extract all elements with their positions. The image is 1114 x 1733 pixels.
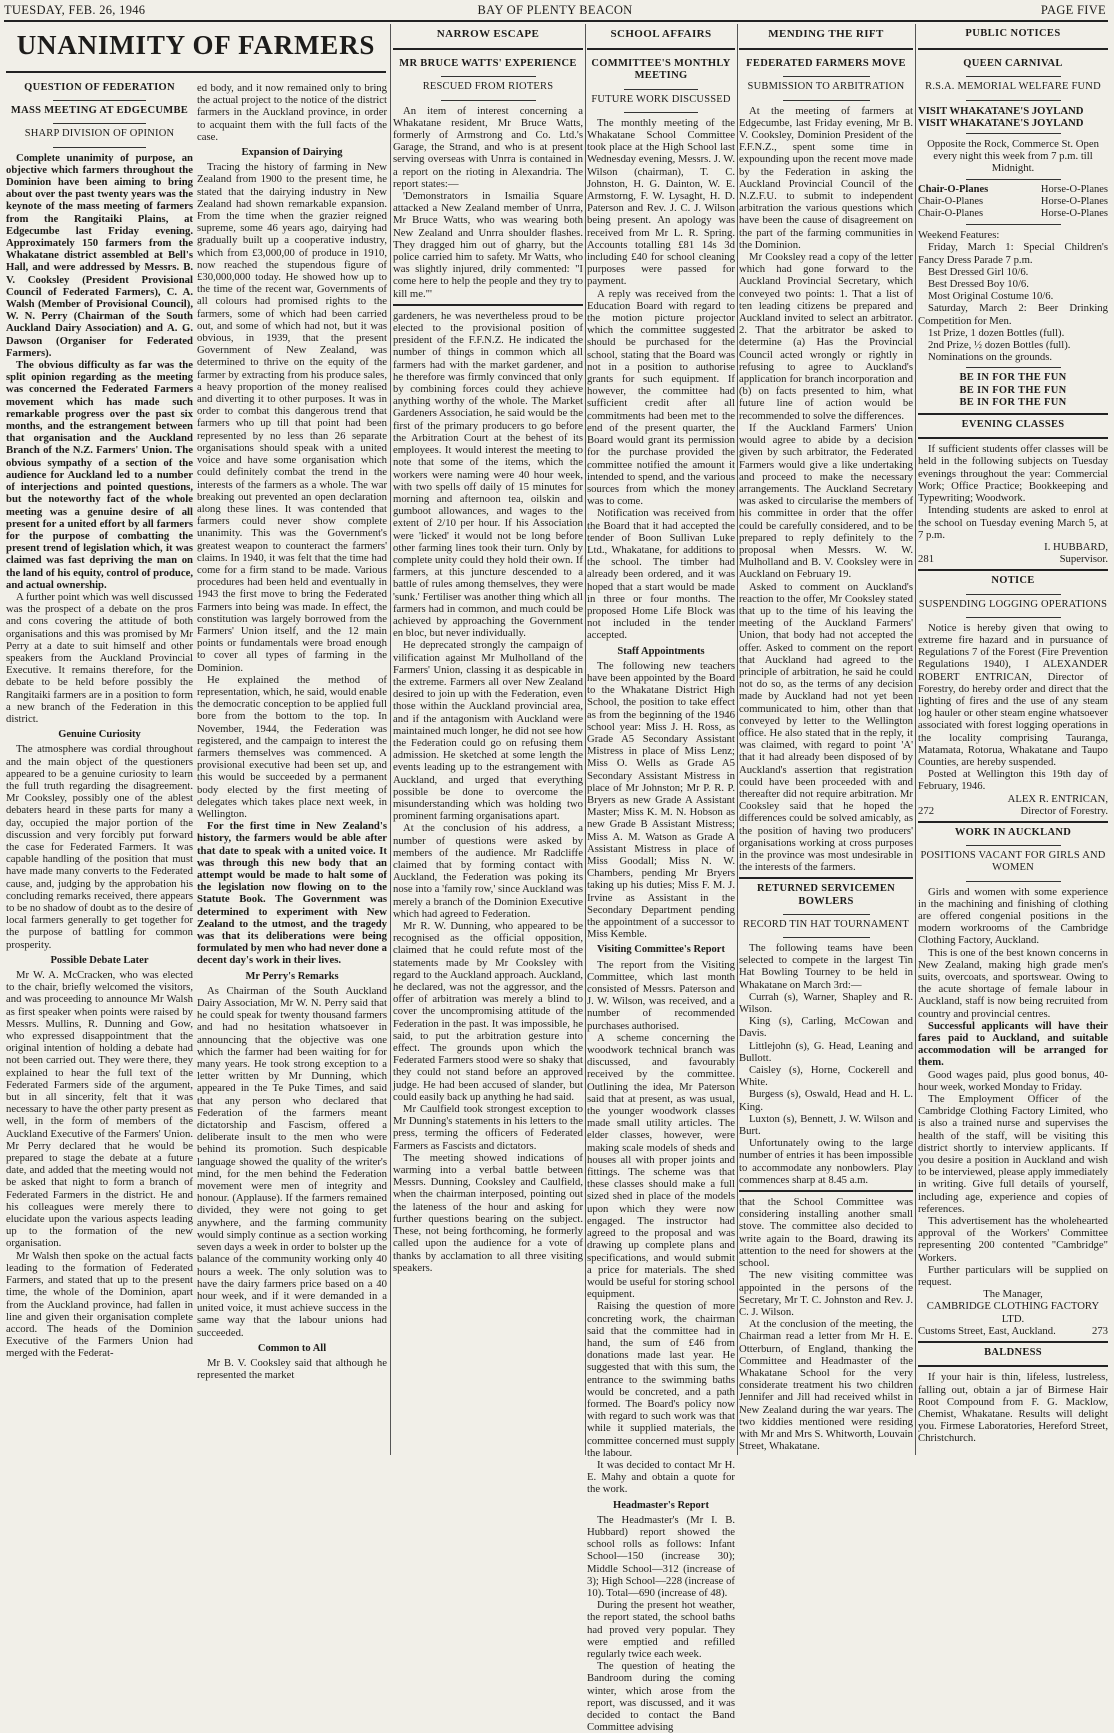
column-5 bbox=[739, 24, 913, 1455]
masthead bbox=[4, 2, 1106, 18]
column-rule bbox=[390, 24, 391, 1455]
notice-heading: NOTICE bbox=[991, 575, 1035, 587]
column-1 bbox=[6, 82, 193, 1455]
divider bbox=[966, 594, 1061, 595]
divider bbox=[783, 100, 870, 101]
work-heading: WORK IN AUCKLAND bbox=[954, 826, 1072, 838]
school-headline: SCHOOL AFFAIRS bbox=[587, 28, 735, 50]
divider bbox=[966, 179, 1061, 180]
column-4 bbox=[587, 24, 735, 1733]
ad-ref: 281 bbox=[918, 553, 935, 566]
bowlers-team: Currah (s), Warner, Shapley and R. Wilson. bbox=[739, 990, 913, 1016]
farmers-paragraph: gardeners, he was nevertheless proud to be elected to the provisional position of president of the F.F.N.Z. He indicated the number of things in common which all farmers had with the market gardener, and he therefore was firmly convinced that only by combining forces could they achieve anything worthy of the whole. The Market Gardeners Association, he said would be the first of the primary producers to go before the Arbitration Court at the behest of its employees. It would interest the meeting to note that some of the items, which the workers were naming were 40 hour week, with two spells off daily of 15 minutes for morning and afternoon tea, oilskin and gumboot allowances, and wages to the extent of 2/10 per hour. If his Association were 'licked' it would not be long before other farming lines took their turn. Only by complete unity could they hold their own. If farmers, at this juncture descended to a battle of rules among themselves, they were 'sunk.' Fertiliser was another thing which all farmers had in common, and much could be achieved by approaching the Government en bloc, but never individually. bbox=[393, 309, 583, 640]
farmers-subhead-1: QUESTION OF FEDERATION bbox=[24, 82, 175, 93]
ride-row bbox=[918, 196, 1108, 208]
column-rule bbox=[737, 24, 738, 1455]
farmers-crosshead: Genuine Curiosity bbox=[58, 729, 141, 741]
signature-row bbox=[918, 1325, 1108, 1337]
farmers-paragraph: Mr W. A. McCracken, who was elected to the chair, briefly welcomed the visitors, and was proceeding to announce Mr Walsh as first speaker when points were raised by Messrs. Mullins, R. Dunning and Gow, who expressed disappointment that the original intention of holding a debate had not been carried out. They were there, they explained to hear the full text of the Federated Farmers side of the argument, but in all sincerity, felt that it was necessary to have the other party present as well, in the form of members of the Auckland Executive of the Farmers' Union. Mr Perry declared that he would be prepared to stage the debate at a future date, and added that the meeting would not be asked that night to form a branch of Federated Farmers in the district. He and his colleagues were merely there to elucidate upon the various aspects leading up to the formation of the new organisation. bbox=[6, 969, 193, 1250]
school-paragraph: that the School Committee was considering installing another small stove. The committee also decided to write again to the Board, drawing its attention to the need for showers at the school. bbox=[739, 1196, 913, 1270]
school-crosshead: Visiting Committee's Report bbox=[597, 944, 725, 956]
divider bbox=[53, 123, 147, 124]
work-paragraph: This is one of the best known concerns in New Zealand, making high grade men's suits, overcoats, and sportswear. Owing to the acute shortage of female labour in Auckland, staff is now being recruited from country and provincial centres. bbox=[918, 946, 1108, 1020]
baldness-paragraph: If your hair is thin, lifeless, lustreless, falling out, obtain a jar of Birmese Hair Root Compound from F. G. Macklow, Chemist, Whakatane. Results will delight you. Firmese Laboratories, Hereford Street, Christchurch. bbox=[918, 1371, 1108, 1445]
feature-line: Saturday, March 2: Beer Drinking Competition for Men. bbox=[918, 302, 1108, 327]
school-paragraph: At the conclusion of the meeting, the Chairman read a letter from Mr H. E. Otterburn, of England, thanking the Committee and Headmaster of the Whakatane School for the very considerate treatment his two children Jennifer and Jill had received whilst in New Zealand during the war years. The two kiddies mentioned were residing with Mr and Mrs S. Whitworth, Louvain Street, Whakatane. bbox=[739, 1318, 913, 1453]
divider bbox=[966, 617, 1061, 618]
column-3 bbox=[393, 24, 583, 1455]
work-paragraph: Good wages paid, plus good bonus, 40-hour week, worked Monday to Friday. bbox=[918, 1068, 1108, 1093]
rsa-fund: R.S.A. MEMORIAL WELFARE FUND bbox=[925, 81, 1101, 93]
rift-subhead-1: FEDERATED FARMERS MOVE bbox=[746, 58, 906, 70]
divider bbox=[783, 914, 870, 915]
work-signature: The Manager, bbox=[983, 1288, 1043, 1301]
evening-classes-heading: EVENING CLASSES bbox=[961, 419, 1065, 431]
school-crosshead: Staff Appointments bbox=[617, 645, 705, 657]
bowlers-headline: RETURNED SERVICEMEN BOWLERS bbox=[756, 883, 896, 907]
farmers-lead-2: The obvious difficulty as far was the split opinion regarding as the meeting was concerned the Federated Farmers movement which has made such remarkable progress over the past six months, and the estrangement between that organisation and the Auckland Branch of the N.Z. Farmers' Union. The obvious sympathy of a section of the audience for Auckland led to a number of interjections and pointed questions, but the noteworthy fact of the whole meeting was a genuine desire of all present for a united effort by all farmers for the purpose of combatting the present trend of legislation which, it was claimed was fast depriving the man on the land of his equity, control of produce, and actual ownership. bbox=[6, 359, 193, 591]
rift-subhead-2: SUBMISSION TO ARBITRATION bbox=[747, 81, 905, 93]
bowlers-subhead: RECORD TIN HAT TOURNAMENT bbox=[742, 918, 910, 930]
ride-right: Horse-O-Planes bbox=[1040, 208, 1108, 220]
school-paragraph: The monthly meeting of the Whakatane School Committee took place at the High School last Wednesday evening, Messrs. J. W. Wilson (chairman), T. C. Johnston, H. G. Dainton, W. E. Armstorng, F. W. Lysaght, H. D. Paterson and Rev. J. C. J. Wilson being present. An apology was received from Mr L. R. Spring. Accounts totalling £81 14s 3d including £40 for school cleaning purposes were passed for payment. bbox=[587, 116, 735, 288]
issue-date: TUESDAY, FEB. 26, 1946 bbox=[4, 2, 146, 17]
divider bbox=[393, 304, 583, 306]
farmers-paragraph: A further point which was well discussed was the prospect of a debate on the pros and cons covering the attitude of both organisations and this was promised by Mr Perry at a date to suit himself and other speakers from the Auckland Provincial Executive. It remains therefore, for the debate to be held before possibly the Rangitaiki farmers are in a position to form a new branch of the Federation in this district. bbox=[6, 590, 193, 725]
escape-headline: NARROW ESCAPE bbox=[393, 28, 583, 50]
rift-headline: MENDING THE RIFT bbox=[739, 28, 913, 50]
work-paragraph: Successful applicants will have their fares paid to Auckland, and suitable accommodation will be arranged for them. bbox=[918, 1019, 1108, 1069]
notice-paragraph: Posted at Wellington this 19th day of February, 1946. bbox=[918, 768, 1108, 793]
feature-line: Best Dressed Boy 10/6. bbox=[928, 278, 1029, 291]
bowlers-team: Luxton (s), Bennett, J. W. Wilson and Burt. bbox=[739, 1112, 913, 1138]
work-subheading: POSITIONS VACANT FOR GIRLS AND WOMEN bbox=[920, 850, 1106, 874]
work-paragraph: The Employment Officer of the Cambridge Clothing Factory Limited, who is also a trained nurse and supervises the health of the staff, will be visiting this district shortly to interview applicants. If you desire a position in Auckland and wish to be interviewed, please apply immediately in writing. Give full details of yourself, including age, experience and copies of references. bbox=[918, 1093, 1108, 1215]
farmers-paragraph: Mr Caulfield took strongest exception to Mr Dunning's statements in his letters to the press, terming the officers of Federated Farmers as Fascists and dictators. bbox=[393, 1103, 583, 1152]
farmers-paragraph: ed body, and it now remained only to bring the actual project to the notice of the district farmers in the Auckland province, in order to acquaint them with the full facts of the case. bbox=[197, 82, 387, 143]
ride-row bbox=[918, 208, 1108, 220]
bowlers-paragraph: Unfortunately owing to the large number of entries it has been impossible to accommodate any nonbowlers. Play commences sharp at 8.45 a.m. bbox=[739, 1137, 913, 1186]
escape-subhead-2: RESCUED FROM RIOTERS bbox=[422, 81, 554, 93]
divider bbox=[966, 224, 1061, 225]
ride-right: Horse-O-Planes bbox=[1040, 195, 1108, 207]
joyland-line: VISIT WHAKATANE'S JOYLAND bbox=[918, 104, 1084, 117]
school-paragraph: The report from the Visiting Committee, which last month consisted of Messrs. Paterson and J. W. Wilson, was received, and a number of recommended purchases authorised. bbox=[587, 958, 735, 1032]
farmers-paragraph: Mr R. W. Dunning, who appeared to be recognised as the official opposition, claimed that he could refute most of the statements made by Mr Cooksley with regard to the Auckland approach. Auckland, he declared, was not the aggressor, and the offer of arbitration was merely a blind to cover the uncompromising attitude of the Federation in the past. It was impossible, he said, to put the arbitration gesture into effect. The grounds upon which the Federated Farmers stood were so shaky that they could not stand before an approved judge. He had been accused of slander, but could easily back up anything he had said. bbox=[393, 920, 583, 1103]
ride-left: Chair-O-Planes bbox=[918, 183, 989, 195]
divider bbox=[441, 100, 536, 101]
farmers-paragraph: At the conclusion of his address, a number of questions were asked by members of the audience. Mr Radcliffe claimed that by forming contact with Auckland, the Federation was poking its nose into a 'family row,' since Auckland was merely a branch of the Dominion Executive which had agreed to Federation. bbox=[393, 822, 583, 920]
divider bbox=[918, 569, 1108, 571]
bowlers-team: King (s), Carling, McCowan and Davis. bbox=[739, 1015, 913, 1040]
farmers-crosshead: Expansion of Dairying bbox=[241, 147, 343, 159]
bowlers-team: Burgess (s), Oswald, Head and H. L. King. bbox=[739, 1088, 913, 1113]
signature-title: Supervisor. bbox=[1059, 553, 1108, 566]
masthead-rule bbox=[4, 20, 1108, 22]
divider bbox=[918, 437, 1108, 439]
ride-right: Horse-O-Planes bbox=[1040, 183, 1108, 195]
logging-heading: SUSPENDING LOGGING OPERATIONS bbox=[918, 598, 1108, 610]
divider bbox=[966, 133, 1061, 134]
divider bbox=[918, 413, 1108, 415]
divider bbox=[783, 76, 870, 77]
joyland-line: VISIT WHAKATANE'S JOYLAND bbox=[918, 116, 1084, 129]
divider bbox=[918, 821, 1108, 823]
school-crosshead: Headmaster's Report bbox=[613, 1499, 709, 1511]
signature-title: Director of Forestry. bbox=[1020, 804, 1108, 817]
bowlers-team: Caisley (s), Horne, Cockerell and White. bbox=[739, 1064, 913, 1089]
divider bbox=[739, 877, 913, 879]
divider bbox=[966, 76, 1061, 77]
divider bbox=[624, 89, 698, 90]
notice-paragraph: Notice is hereby given that owing to extreme fire hazard and in pursuance of Regulations 7 of the Forest (Fire Prevention Regulations 1940), I ALEXANDER ROBERT ENTRICAN, Director of Forestry, do hereby order and direct that the lighting of fires and the use of any steam log hauler or other steam engine whatsoever associated with forest logging operations in the locality comprising Tauranga, Matamata, Rotorua, Whakatane and Taupo Counties, are hereby suspended. bbox=[918, 621, 1108, 768]
work-signature: CAMBRIDGE CLOTHING FACTORY LTD. bbox=[926, 1300, 1100, 1325]
school-subhead-2: FUTURE WORK DISCUSSED bbox=[591, 93, 731, 105]
divider bbox=[441, 76, 536, 77]
feature-line: 1st Prize, 1 dozen Bottles (full). bbox=[928, 326, 1065, 339]
feature-line: Nominations on the grounds. bbox=[928, 351, 1053, 364]
evening-paragraph: If sufficient students offer classes will be held in the following subjects on Tuesday evenings throughout the year: Commercial Work; Office Practice; Bookkeeping and Typewriting; Woodwork. bbox=[918, 443, 1108, 505]
school-paragraph: The Headmaster's (Mr I. B. Hubbard) report showed the school rolls as follows: Infant School—150 (increase 30); Middle School—312 (increase of 3); High School—228 (increase of 10). Total—690 (increase of 48). bbox=[587, 1513, 735, 1599]
carnival-heading: QUEEN CARNIVAL bbox=[963, 58, 1063, 70]
escape-subhead-1: MR BRUCE WATTS' EXPERIENCE bbox=[399, 58, 577, 70]
divider bbox=[966, 845, 1061, 846]
escape-paragraph: 'Demonstrators in Ismailia Square attacked a New Zealand member of Unrra, Mr Bruce Watts, who was wearing both New Zealand and Unrra shoulder flashes. They dragged him out of gharry, but the police carried him to safety. Mr Watts, who was slightly injured, drily commented: "I come here to help the people and they try to kill me."' bbox=[393, 190, 583, 300]
rift-paragraph: If the Auckland Farmers' Union would agree to abide by a decision given by such arbitrator, the Federated Farmers would give a like undertaking and proceed to make the necessary arrangements. The Auckland Secretary was asked to circularise the members of his committee in order that the offer could be carefully considered, and to be prepared to reply definitely to the proposal when Messrs. W. W. Mulholland and B. V. Cooksley were in Auckland on February 19. bbox=[739, 421, 913, 581]
notices-headline: PUBLIC NOTICES bbox=[918, 28, 1108, 50]
rift-paragraph: At the meeting of farmers at Edgecumbe, last Friday evening, Mr B. V. Cooksley, Dominion President of the F.F.N.Z., spent some time in expounding upon the recent move made by the Federation in asking the Auckland Provincial Council of the N.Z.F.U. to submit to independent arbitration the various questions which have been the cause of disagreement on the part of the farming communities in the Dominion. bbox=[739, 104, 913, 251]
farmers-crosshead: Common to All bbox=[257, 1342, 327, 1354]
signature: ALEX R. ENTRICAN, bbox=[1007, 792, 1108, 805]
divider bbox=[918, 1341, 1108, 1343]
feature-line: 2nd Prize, ½ dozen Bottles (full). bbox=[928, 339, 1071, 352]
feature-line: Best Dressed Girl 10/6. bbox=[928, 265, 1029, 278]
work-address: Customs Street, East, Auckland. bbox=[918, 1324, 1056, 1337]
signature-row bbox=[918, 805, 1108, 817]
paper-name: BAY OF PLENTY BEACON bbox=[477, 2, 633, 17]
farmers-paragraph: He deprecated strongly the campaign of vilification against Mr Mulholland of the Farmers' Union, classing it as despicable in the extreme. Farmers all over New Zealand desired to join up with the Federation, even those within the Auckland provincial area, and if the antagonism with Auckland were maintained much longer, he did not see how the Federation could go on refusing them admission. He sketched at some length the events leading up to the estrangement with Auckland, and urged that everything possible be done to overcome the misunderstanding which was holding two prominent farming organisations apart. bbox=[393, 639, 583, 823]
school-paragraph: Raising the question of more concreting work, the chairman said that the committee had in hand, the sum of £46 from donations made last year. He suggested that with this sum, the entrance to the swimming baths would be concreted, and a path formed. The Board's policy now with regard to such work was that while it supplied materials, the committee concerned must supply the labour. bbox=[587, 1300, 735, 1459]
work-paragraph: This advertisement has the wholehearted approval of the Workers' Committee representing 200 contented "Cambridge" Workers. bbox=[918, 1215, 1108, 1264]
fun-line: BE IN FOR THE FUN bbox=[959, 384, 1067, 396]
bowlers-paragraph: The following teams have been selected to compete in the largest Tin Hat Bowling Tourney to be held in Whakatane on March 3rd:— bbox=[739, 942, 913, 991]
ride-left: Chair-O-Planes bbox=[918, 195, 984, 207]
farmers-paragraph: As Chairman of the South Auckland Dairy Association, Mr W. N. Perry said that he could speak for twenty thousand farmers and had no hesitation whatsoever in announcing that the objective was one which the farmer had been waiting for for many years. He took strong exception to a letter written by Mr Dunning, which appeared in the Te Puke Times, and said that any person who declared that Federation of the farmers meant dictatorship and Fascism, offered a deliberate insult to the men who were behind its promotion. Such despicable language showed the quality of the writer's mind, for the men behind the Federation movement were men of integrity and honour. (Applause). If the farmers remained divided, they were not going to get anywhere, and the farming community would simply continue as a section working seven days a week in order to bolster up the balance of the community working only 40 hours a week. The only solution was to have the dairy farmers price based on a 40 hour week, and if it were demanded in a united voice, it must achieve success in the same way that the labour unions had succeeded. bbox=[197, 984, 387, 1339]
column-rule bbox=[585, 24, 586, 1455]
school-paragraph: The new visiting committee was appointed in the persons of the Secretary, Mr T. C. Johnston and Rev. J. C. J. Wilson. bbox=[739, 1269, 913, 1318]
divider bbox=[783, 937, 870, 938]
farmers-paragraph: Mr B. V. Cooksley said that although he represented the market bbox=[197, 1356, 387, 1382]
joyland-location: Opposite the Rock, Commerce St. Open every night this week from 7 p.m. till Midnight. bbox=[927, 138, 1099, 175]
evening-paragraph: Intending students are asked to enrol at the school on Tuesday evening March 5, at 7 p.m. bbox=[918, 504, 1108, 541]
bowlers-team: Littlejohn (s), G. Head, Leaning and Bullott. bbox=[739, 1039, 913, 1064]
page-number: PAGE FIVE bbox=[1040, 2, 1106, 17]
school-paragraph: The following new teachers have been appointed by the Board to the Whakatane District High School, the position to take effect as from the beginning of the 1946 school year: Miss J. H. Ross, as Grade A5 Secondary Assistant Mistress in place of Miss Lenz; Miss O. Wells as Grade A5 Secondary Assistant Mistress in place of Mr Johnston; Mr P. R. P. Bryers as new Grade A Assistant Master; Miss K. M. N. Hobson as new Grade B Assistant Mistress; Miss A. M. Watson as Grade A Assistant Mistress in place of Miss Goodall; Miss N. W. Chambers, pending Mr Bryers taking up his duties; Miss F. M. J. Irvine as Assistant in the Secondary Department pending the appointment of a successor to Miss Kemble. bbox=[587, 659, 735, 941]
ad-ref: 273 bbox=[1091, 1324, 1108, 1337]
divider bbox=[966, 881, 1061, 882]
escape-paragraph: An item of interest concerning a Whakatane resident, Mr Bruce Watts, formerly of Armstrong and Co. Ltd.'s Garage, the Strand, and who is at present serving overseas with Unrra is contained in a report on the rioting in Alexandria. The report states:— bbox=[393, 104, 583, 190]
school-subhead-1: COMMITTEE'S MONTHLY MEETING bbox=[591, 58, 731, 82]
baldness-heading: BALDNESS bbox=[984, 1347, 1042, 1359]
feature-line: Friday, March 1: Special Children's Fancy Dress Parade 7 p.m. bbox=[918, 241, 1108, 266]
farmers-subhead-3: SHARP DIVISION OF OPINION bbox=[24, 128, 175, 140]
school-paragraph: It was decided to contact Mr H. E. Mahy and obtain a quote for the work. bbox=[587, 1458, 735, 1496]
school-paragraph: A scheme concerning the woodwork technical branch was discussed, and favourably received by the committee. Outlining the idea, Mr Paterson said that at present, as was usual, the younger woodwork classes made small utility articles. The elder classes, however, were making scale models of sheds and houses all with proper joints and fittings. The scheme was that these classes should make a full sized shed in place of the models upon which they were now engaged. The instructor had agreed to the proposal and was drawing up complete plans and specifications, and would submit a price for materials. The shed would be useful for storing school equipment. bbox=[587, 1031, 735, 1301]
rift-paragraph: Asked to comment on Auckland's reaction to the offer, Mr Cooksley stated that up to the time of his leaving the meeting of the Auckland Farmers' Union, that body had not accepted the offer. Asked to comment on the report that Auckland had agreed to the principle of arbitration, he said he could not do so, as the terms of any decision made by Auckland had not yet been communicated to him, other than that conveyed by letter to the Wellington office. He also stated that in the reply, it was claimed, with regard to point 'A' that it had already been disposed of by Auckland's assertion that registration could have been proceeded with and thereafter did not require arbitration. Mr Cooksley said that he hoped the differences could be solved amicably, as the position of having two producers' organisations working at cross purposes in the province was most undesirable in the interests of the farmers. bbox=[739, 580, 913, 874]
features-title: Weekend Features: bbox=[918, 229, 1000, 242]
rift-paragraph: Mr Cooksley read a copy of the letter which had gone forward to the Auckland Provincial Secretary, which conveyed two points: 1. That a list of ten leading citizens be prepared and Auckland invited to select an arbitrator. 2. That the arbitrator be asked to determine (a) Has the Provincial Council acted wrongly or rightly in refusing to agree to Auckland's application for branch incorporation and (b) on facts presented to him, what future line of action would be recommended to solve the differences. bbox=[739, 251, 913, 422]
farmers-paragraph: The meeting showed indications of warming into a verbal battle between Messrs. Dunning, Cooksley and Caulfield, when the chairman interposed, pointing out the lateness of the hour and asking for further questions bearing on the subject. These, not being forthcoming, he formerly called upon the audience for a vote of thanks by acclamation to all three visiting speakers. bbox=[393, 1151, 583, 1274]
column-2 bbox=[197, 82, 387, 1455]
signature: I. HUBBARD, bbox=[1044, 540, 1108, 553]
divider bbox=[624, 112, 698, 113]
ride-row bbox=[918, 184, 1108, 196]
fun-line: BE IN FOR THE FUN bbox=[959, 372, 1067, 384]
divider bbox=[53, 100, 147, 101]
divider bbox=[739, 1190, 913, 1192]
signature-row bbox=[918, 553, 1108, 565]
farmers-subhead-2: MASS MEETING AT EDGECUMBE bbox=[10, 105, 189, 117]
divider bbox=[918, 1365, 1108, 1367]
school-paragraph: Notification was received from the Board that it had accepted the tender of Boon Sullivan Luke Ltd., Whakatane, for additions to the school. The timber had already been ordered, and it was hoped that a start would be made in three or four months. The proposed Home Life Block was not included in the tender accepted. bbox=[587, 507, 735, 642]
farmers-paragraph: The atmosphere was cordial throughout and the main object of the questioners appeared to be a genuine curiosity to learn the full truth regarding the disagreement. Mr Cooksley, possibly one of the ablest debaters heard in these parts for many a day, occupied the major portion of the discussion and very forcibly put forward the case for Federated Farmers. It was capable handling of the position that must have made many converts to the Federated cause, and, judging by the approbation his concluding remarks received, there appears to be no shadow of doubt as to the desire of local farmers generally to get together for the purpose of battling for common prosperity. bbox=[6, 743, 193, 951]
work-paragraph: Further particulars will be supplied on request. bbox=[918, 1263, 1108, 1289]
farmers-paragraph: He explained the method of representation, which, he said, would enable the democratic conception to be applied full bore from the bottom to the top. In November, 1944, the Federation was registered, and the campaign to interest the farmers themselves was commenced. A provisional executive had been set up, and this would be succeeded by a permanent body elected by the first meeting of delegates which takes place next week, in Wellington. bbox=[197, 673, 387, 820]
farmers-paragraph: Mr Walsh then spoke on the actual facts leading to the formation of Federated Farmers, and stated that up to the present time, the whole of the Dominion, apart from the Auckland province, had fallen in line and given their organisation complete accord. The heads of the Dominion Executive of the Farmers Union had merged with the Federat- bbox=[6, 1249, 193, 1360]
ad-ref: 272 bbox=[918, 804, 935, 817]
ride-left: Chair-O-Planes bbox=[918, 208, 984, 220]
column-6 bbox=[918, 24, 1108, 1455]
divider bbox=[53, 147, 147, 148]
fun-line: BE IN FOR THE FUN bbox=[959, 396, 1067, 408]
farmers-crosshead: Mr Perry's Remarks bbox=[245, 970, 339, 982]
farmers-headline: UNANIMITY OF FARMERS bbox=[6, 30, 386, 73]
column-rule bbox=[915, 24, 916, 1455]
farmers-crosshead: Possible Debate Later bbox=[50, 954, 149, 966]
work-paragraph: Girls and women with some experience in the machining and finishing of clothing are offered congenial positions in the modern workrooms of the Cambridge Clothing Factory, Auckland. bbox=[918, 885, 1108, 947]
school-paragraph: The question of heating the Bandroom during the coming winter, which arose from the report, was discussed, and it was decided to contact the Band Committee advising bbox=[587, 1660, 735, 1733]
farmers-paragraph: Tracing the history of farming in New Zealand from 1900 to the present time, he stated that the dairying industry in New Zealand had shown remarkable expansion. From the time when the grazier reigned supreme, some 46 years ago, dairying had gradually built up a cooperative industry, which from £3,000,00 of produce in 1910, now reached the stupendous figure of £30,000,000 today. He showed how up to the time of the recent war, Governments of all colours had promised rights to the farmers, some of which had been carried out, and some of which had not, but it was obvious, in 1939, that the present Government of New Zealand, was determined to thrive on the equity of the farmer by extracting from his produce sales, a heavy proportion of the money realised and diverting it to other purposes. It was in order to combat this dangerous trend that farmers who up till that point had been represented by no less than 26 separate organisations should speak with a united voice and have some organisation which could definitely combat the trend in the interests of the farmers as a whole. The war breaking out prevented an open declaration along these lines. It was contended that farmers could never show complete unanimity. This was the Government's greatest weapon to counteract the farmers' claims. In 1940, it was felt that the time had come for a firm stand to be made. Various procedures had been held and eventually in 1943 the first move to bring the Federated Farmers into being was made. In effect, the constitution was largely borrowed from the Farmers' Union itself, and the 12 main points or fundamentals were broad enough to cover all types of farming in the Dominion. bbox=[197, 161, 387, 674]
farmers-paragraph: For the first time in New Zealand's history, the farmers would be able after that date to speak with a united voice. It was through this new body that an attempt would be made to halt some of the legislation now flowing on to the Statute Book. The Government was determined to experiment with New Zealand to the utmost, and the tragedy was that its deliberations were being formulated by men who had never done a decent day's work in their lives. bbox=[197, 820, 387, 967]
divider bbox=[966, 367, 1061, 368]
school-paragraph: During the present hot weather, the report stated, the school baths had proved very popular. They were emptied and refilled regularly twice each week. bbox=[587, 1599, 735, 1660]
school-paragraph: A reply was received from the Education Board with regard to the motion picture projector which the committee suggested should be purchased for the school, stating that the Board was not in a position to authorise grants for such equipment. If however, the committee had sufficient credit after all commitments had been met to the end of the present quarter, the Board would grant its permission for the purchase provided the committee notified the amount it intended to spend, and the various sources from which the money was to come. bbox=[587, 287, 735, 508]
farmers-lead: Complete unanimity of purpose, an objective which farmers throughout the Dominion have been aiming to bring about over the past twenty years was the keynote of the mass meeting of farmers from the Rangitaiki Plains, at Edgecumbe last Friday evening. Approximately 150 farmers from the Whakatane district assembled at Bell's Hall, and were addressed by Messrs. B. V. Cooksley (President Provisional Council of Federated Farmers), C. A. Walsh (Member of Provisional Council), W. N. Perry (Chairman of the South Auckland Dairy Association) and A. G. Dawson (Organiser for Federated Farmers). bbox=[6, 151, 193, 359]
feature-line: Most Original Costume 10/6. bbox=[928, 290, 1054, 303]
divider bbox=[966, 100, 1061, 101]
